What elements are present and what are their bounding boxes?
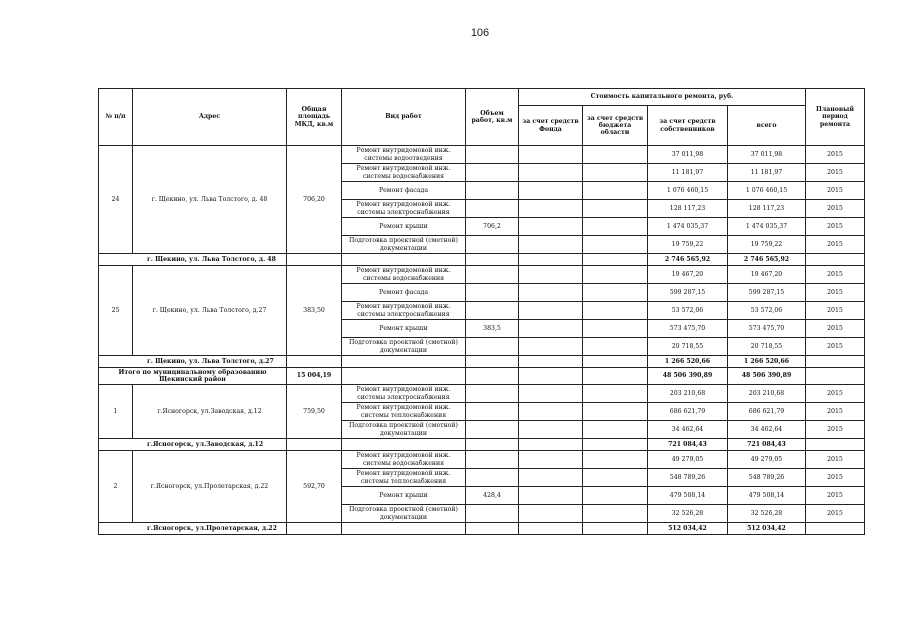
subtotal-fund: [519, 439, 583, 451]
row-work-type: Ремонт внутридомовой инж. системы электроснабжения: [342, 385, 466, 403]
subtotal-period: [806, 439, 865, 451]
row-num: 2: [99, 451, 133, 523]
subtotal-label: г. Щекино, ул. Льва Толстого, д. 48: [99, 254, 287, 266]
row-area: 592,70: [287, 451, 342, 523]
row-owners: 599 287,15: [648, 284, 728, 302]
subtotal-area: [287, 356, 342, 368]
subtotal-row: [99, 523, 865, 535]
row-region: [583, 421, 648, 439]
header-total: всего: [728, 106, 806, 146]
row-owners: 37 011,98: [648, 146, 728, 164]
row-fund: [519, 385, 583, 403]
row-work-type: Ремонт внутридомовой инж. системы водоснабжения: [342, 451, 466, 469]
subtotal-region: [583, 254, 648, 266]
subtotal-fund: [519, 523, 583, 535]
row-work-type: Ремонт крыши: [342, 487, 466, 505]
row-period: 2015: [806, 284, 865, 302]
subtotal-row: [99, 254, 865, 266]
row-region: [583, 320, 648, 338]
header-area: Общая площадь МКД, кв.м: [287, 89, 342, 146]
row-volume: [466, 236, 519, 254]
row-owners: 20 718,55: [648, 338, 728, 356]
row-fund: [519, 236, 583, 254]
row-total: 37 011,98: [728, 146, 806, 164]
row-fund: [519, 421, 583, 439]
subtotal-area: [287, 439, 342, 451]
grand-total-fund: [519, 368, 583, 385]
row-volume: [466, 164, 519, 182]
row-area: 706,20: [287, 146, 342, 254]
row-work-type: Ремонт внутридомовой инж. системы электроснабжения: [342, 200, 466, 218]
row-volume: [466, 200, 519, 218]
row-owners: 34 462,64: [648, 421, 728, 439]
row-owners: 686 621,79: [648, 403, 728, 421]
row-work-type: Ремонт фасада: [342, 182, 466, 200]
row-period: 2015: [806, 266, 865, 284]
row-volume: 383,5: [466, 320, 519, 338]
row-period: 2015: [806, 182, 865, 200]
row-total: 599 287,15: [728, 284, 806, 302]
row-region: [583, 505, 648, 523]
row-fund: [519, 164, 583, 182]
row-fund: [519, 487, 583, 505]
header-volume: Объем работ, кв.м: [466, 89, 519, 146]
row-region: [583, 218, 648, 236]
subtotal-total: 721 084,43: [728, 439, 806, 451]
row-fund: [519, 302, 583, 320]
subtotal-region: [583, 439, 648, 451]
row-address: г. Щекино, ул. Льва Толстого, д.27: [133, 266, 287, 356]
row-fund: [519, 451, 583, 469]
grand-total-period: [806, 368, 865, 385]
table-row: [99, 451, 865, 469]
row-fund: [519, 146, 583, 164]
row-period: 2015: [806, 200, 865, 218]
subtotal-work: [342, 439, 466, 451]
table-row: [99, 266, 865, 284]
page-number: 106: [470, 27, 490, 39]
subtotal-fund: [519, 254, 583, 266]
subtotal-work: [342, 356, 466, 368]
row-region: [583, 302, 648, 320]
row-region: [583, 469, 648, 487]
grand-total-work: [342, 368, 466, 385]
row-volume: [466, 451, 519, 469]
row-volume: [466, 266, 519, 284]
row-owners: 53 572,06: [648, 302, 728, 320]
row-total: 11 181,97: [728, 164, 806, 182]
row-region: [583, 487, 648, 505]
row-fund: [519, 182, 583, 200]
row-fund: [519, 403, 583, 421]
row-total: 32 526,28: [728, 505, 806, 523]
row-region: [583, 338, 648, 356]
header-fund: за счет средств Фонда: [519, 106, 583, 146]
subtotal-area: [287, 523, 342, 535]
row-num: 25: [99, 266, 133, 356]
row-volume: [466, 505, 519, 523]
row-total: 20 718,55: [728, 338, 806, 356]
row-total: 128 117,23: [728, 200, 806, 218]
subtotal-volume: [466, 254, 519, 266]
grand-total-region: [583, 368, 648, 385]
row-period: 2015: [806, 421, 865, 439]
row-region: [583, 236, 648, 254]
row-volume: [466, 338, 519, 356]
grand-total-volume: [466, 368, 519, 385]
row-fund: [519, 266, 583, 284]
row-region: [583, 182, 648, 200]
subtotal-label: г.Ясногорск, ул.Заводская, д.12: [99, 439, 287, 451]
row-work-type: Ремонт внутридомовой инж. системы теплоснабжения: [342, 469, 466, 487]
row-work-type: Подготовка проектной (сметной) документации: [342, 505, 466, 523]
table-row: [99, 385, 865, 403]
row-total: 49 279,05: [728, 451, 806, 469]
subtotal-owners: 512 034,42: [648, 523, 728, 535]
row-volume: [466, 421, 519, 439]
header-cost-group: Стоимость капитального ремонта, руб.: [519, 89, 806, 106]
row-num: 1: [99, 385, 133, 439]
subtotal-volume: [466, 439, 519, 451]
subtotal-label: г.Ясногорск, ул.Пролетарская, д.22: [99, 523, 287, 535]
row-fund: [519, 469, 583, 487]
row-owners: 203 210,68: [648, 385, 728, 403]
row-owners: 1 076 460,15: [648, 182, 728, 200]
row-work-type: Подготовка проектной (сметной) документации: [342, 421, 466, 439]
row-num: 24: [99, 146, 133, 254]
row-owners: 1 474 035,37: [648, 218, 728, 236]
row-volume: 706,2: [466, 218, 519, 236]
row-total: 686 621,79: [728, 403, 806, 421]
row-period: 2015: [806, 338, 865, 356]
row-volume: [466, 403, 519, 421]
row-owners: 32 526,28: [648, 505, 728, 523]
subtotal-volume: [466, 356, 519, 368]
header-region: за счет средств бюджета области: [583, 106, 648, 146]
row-owners: 479 508,14: [648, 487, 728, 505]
row-total: 1 076 460,15: [728, 182, 806, 200]
row-work-type: Ремонт внутридомовой инж. системы теплоснабжения: [342, 403, 466, 421]
subtotal-area: [287, 254, 342, 266]
row-owners: 128 117,23: [648, 200, 728, 218]
row-volume: [466, 469, 519, 487]
row-work-type: Подготовка проектной (сметной) документации: [342, 236, 466, 254]
header-num: № п/п: [99, 89, 133, 146]
row-total: 34 462,64: [728, 421, 806, 439]
subtotal-region: [583, 523, 648, 535]
row-total: 203 210,68: [728, 385, 806, 403]
row-total: 1 474 035,37: [728, 218, 806, 236]
row-volume: [466, 146, 519, 164]
subtotal-row: [99, 439, 865, 451]
header-address: Адрес: [133, 89, 287, 146]
subtotal-period: [806, 254, 865, 266]
subtotal-owners: 1 266 520,66: [648, 356, 728, 368]
row-period: 2015: [806, 146, 865, 164]
row-work-type: Ремонт внутридомовой инж. системы водоотведения: [342, 146, 466, 164]
row-owners: 19 467,20: [648, 266, 728, 284]
subtotal-period: [806, 523, 865, 535]
subtotal-total: 1 266 520,66: [728, 356, 806, 368]
row-fund: [519, 200, 583, 218]
row-fund: [519, 505, 583, 523]
row-total: 479 508,14: [728, 487, 806, 505]
grand-total-label: Итого по муниципальному образованию Щекинский район: [99, 368, 287, 385]
row-work-type: Ремонт крыши: [342, 320, 466, 338]
row-work-type: Ремонт внутридомовой инж. системы водоснабжения: [342, 164, 466, 182]
row-total: 548 789,26: [728, 469, 806, 487]
row-fund: [519, 338, 583, 356]
row-region: [583, 284, 648, 302]
table-row: [99, 146, 865, 164]
row-total: 19 467,20: [728, 266, 806, 284]
subtotal-owners: 721 084,43: [648, 439, 728, 451]
row-total: 19 759,22: [728, 236, 806, 254]
row-area: 383,50: [287, 266, 342, 356]
grand-total-owners: 48 506 390,89: [648, 368, 728, 385]
row-period: 2015: [806, 302, 865, 320]
row-fund: [519, 320, 583, 338]
repair-table: [98, 88, 865, 535]
subtotal-row: [99, 356, 865, 368]
row-work-type: Ремонт внутридомовой инж. системы водоснабжения: [342, 266, 466, 284]
row-period: 2015: [806, 451, 865, 469]
row-period: 2015: [806, 469, 865, 487]
row-volume: [466, 302, 519, 320]
row-period: 2015: [806, 403, 865, 421]
subtotal-total: 512 034,42: [728, 523, 806, 535]
row-total: 53 572,06: [728, 302, 806, 320]
row-owners: 548 789,26: [648, 469, 728, 487]
row-period: 2015: [806, 505, 865, 523]
row-area: 759,50: [287, 385, 342, 439]
row-work-type: Ремонт внутридомовой инж. системы электроснабжения: [342, 302, 466, 320]
row-volume: [466, 284, 519, 302]
row-volume: [466, 182, 519, 200]
row-owners: 49 279,05: [648, 451, 728, 469]
header-work-type: Вид работ: [342, 89, 466, 146]
subtotal-label: г. Щекино, ул. Льва Толстого, д.27: [99, 356, 287, 368]
row-region: [583, 146, 648, 164]
header-period: Плановый период ремонта: [806, 89, 865, 146]
subtotal-volume: [466, 523, 519, 535]
row-work-type: Ремонт фасада: [342, 284, 466, 302]
row-owners: 573 475,70: [648, 320, 728, 338]
table-body: [99, 146, 865, 535]
row-work-type: Ремонт крыши: [342, 218, 466, 236]
subtotal-fund: [519, 356, 583, 368]
subtotal-owners: 2 746 565,92: [648, 254, 728, 266]
row-region: [583, 266, 648, 284]
grand-total-total: 48 506 390,89: [728, 368, 806, 385]
row-region: [583, 403, 648, 421]
row-address: г. Щекино, ул. Льва Толстого, д. 48: [133, 146, 287, 254]
row-period: 2015: [806, 218, 865, 236]
subtotal-total: 2 746 565,92: [728, 254, 806, 266]
subtotal-work: [342, 254, 466, 266]
row-volume: 428,4: [466, 487, 519, 505]
subtotal-work: [342, 523, 466, 535]
row-period: 2015: [806, 487, 865, 505]
header-owners: за счет средств собственников: [648, 106, 728, 146]
row-region: [583, 164, 648, 182]
row-region: [583, 385, 648, 403]
row-address: г.Ясногорск, ул.Пролетарская, д.22: [133, 451, 287, 523]
row-owners: 19 759,22: [648, 236, 728, 254]
row-region: [583, 200, 648, 218]
row-fund: [519, 218, 583, 236]
row-period: 2015: [806, 385, 865, 403]
row-volume: [466, 385, 519, 403]
row-period: 2015: [806, 320, 865, 338]
grand-total-area: 15 004,19: [287, 368, 342, 385]
subtotal-region: [583, 356, 648, 368]
row-work-type: Подготовка проектной (сметной) документации: [342, 338, 466, 356]
row-owners: 11 181,97: [648, 164, 728, 182]
row-period: 2015: [806, 164, 865, 182]
row-total: 573 475,70: [728, 320, 806, 338]
row-address: г.Ясногорск, ул.Заводская, д.12: [133, 385, 287, 439]
row-fund: [519, 284, 583, 302]
row-region: [583, 451, 648, 469]
grand-total-row: [99, 368, 865, 385]
row-period: 2015: [806, 236, 865, 254]
subtotal-period: [806, 356, 865, 368]
